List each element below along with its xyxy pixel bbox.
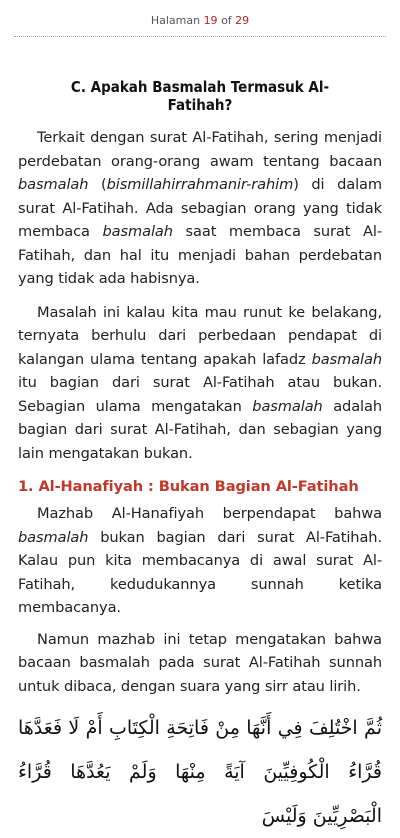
paragraph-4: Namun mazhab ini tetap mengatakan bahwa bacaan basmalah pada surat Al-Fatihah sunnah untuk dibaca, dengan suara yang sirr atau lirih. xyxy=(18,630,382,695)
text-run: itu bagian dari surat Al-Fatihah atau bukan. Sebagian ulama mengatakan xyxy=(18,374,382,415)
text-run: Masalah ini kalau kita mau runut ke belakang, ternyata berhulu dari perbedaan pendapat di kalangan ulama tentang apakah lafadz xyxy=(18,303,382,368)
page-label: Halaman xyxy=(150,14,201,27)
text-run: Terkait dengan surat Al-Fatihah, sering menjadi perdebatan orang-orang awam tentang bacaan xyxy=(18,129,382,170)
text-run: bukan bagian dari surat Al-Fatihah. Kalau pun kita membacanya di awal surat Al-Fatihah, kedudukannya sunnah ketika membacanya. xyxy=(18,528,382,616)
arabic-quotation: ثُمَّ اخْتُلِفَ فِي أَنَّهَا مِنْ فَاتِحَةِ الْكِتَابِ أَمْ لَا فَعَدَّهَا قُرَّاءُ الْكُوفِيِّينَ آيَةً مِنْهَا وَلَمْ يَعُدَّهَا قُرَّاءُ الْبَصْرِيِّينَ وَلَيْسَ xyxy=(18,717,382,827)
header-divider xyxy=(14,36,386,37)
page-number-header xyxy=(0,14,400,27)
text-run: Mazhab Al-Hanafiyah berpendapat bahwa xyxy=(37,505,382,522)
text-run: saat membaca surat Al-Fatihah, dan hal itu menjadi bahan perdebatan yang tidak ada habisnya. xyxy=(18,223,382,287)
italic-term: basmalah xyxy=(18,528,89,546)
italic-term: bismillahirrahmanir-rahim xyxy=(106,176,294,193)
subheading: 1. Al-Hanafiyah : Bukan Bagian Al-Fatihah xyxy=(18,478,359,495)
paragraph-3 xyxy=(18,502,382,620)
paragraph-2 xyxy=(18,301,382,466)
current-page-number: 19 xyxy=(203,14,218,27)
paragraph-1 xyxy=(18,126,382,291)
italic-term: basmalah xyxy=(102,223,173,240)
text-run: ) di dalam surat Al-Fatihah. Ada sebagian orang yang tidak membaca xyxy=(18,176,382,240)
page-of-label: of xyxy=(221,14,232,27)
document-body xyxy=(18,126,382,838)
text-run: adalah bagian dari surat Al-Fatihah, dan sebagian yang lain mengatakan bukan. xyxy=(18,397,382,462)
italic-term: basmalah xyxy=(311,350,382,368)
section-title: C. Apakah Basmalah Termasuk Al-Fatihah? xyxy=(70,78,330,114)
italic-term: basmalah xyxy=(252,397,323,415)
total-pages-number: 29 xyxy=(235,14,250,27)
text-run: ( xyxy=(88,176,107,193)
italic-term: basmalah xyxy=(18,176,89,193)
